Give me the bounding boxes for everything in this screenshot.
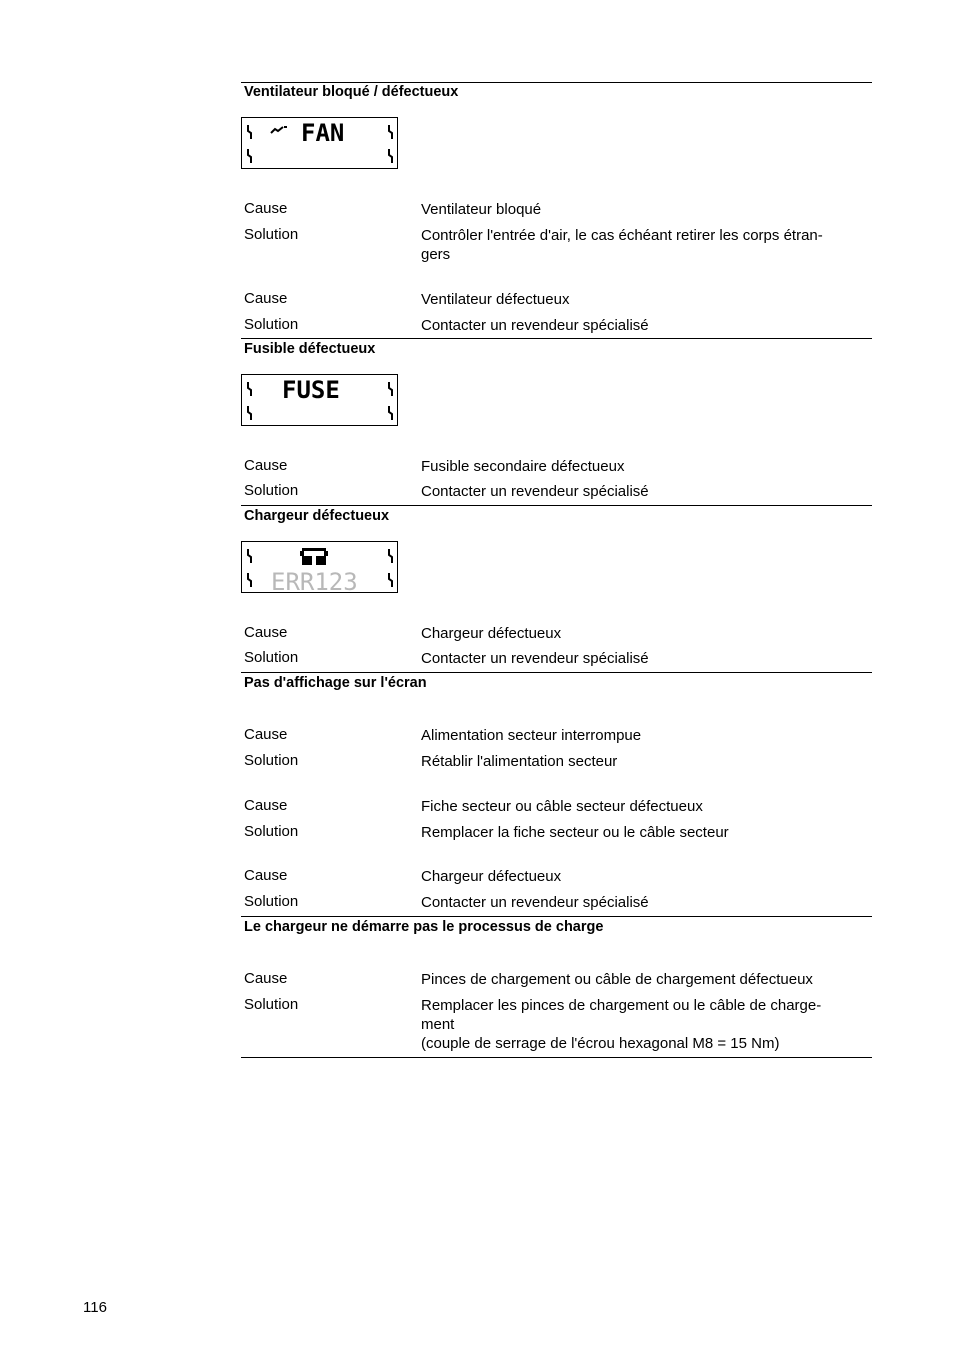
solution-value-continued: ment xyxy=(421,1016,455,1033)
lcd-text: FUSE xyxy=(282,376,340,404)
solution-label: Solution xyxy=(244,226,299,243)
solution-value-continued: gers xyxy=(421,246,451,263)
lcd-display-fan xyxy=(241,117,398,169)
section-title-fan: Ventilateur bloqué / défectueux xyxy=(244,84,459,100)
cause-label: Cause xyxy=(244,867,288,884)
cause-value: Ventilateur bloqué xyxy=(421,201,542,218)
section-title-charger: Chargeur défectueux xyxy=(244,508,390,524)
section-divider xyxy=(241,672,872,673)
solution-value-note: (couple de serrage de l'écrou hexagonal M8 = 15 Nm) xyxy=(421,1035,780,1052)
solution-value: Contacter un revendeur spécialisé xyxy=(421,894,649,911)
cause-value: Fiche secteur ou câble secteur défectueux xyxy=(421,798,703,815)
page-number: 116 xyxy=(83,1299,107,1316)
section-divider xyxy=(241,916,872,917)
lcd-display-fuse xyxy=(241,374,398,426)
lcd-text: FAN xyxy=(301,119,345,147)
cause-label: Cause xyxy=(244,290,288,307)
fan-spin-icon xyxy=(271,127,287,133)
solution-value: Remplacer les pinces de chargement ou le câble de charge- xyxy=(421,997,822,1014)
solution-value: Remplacer la fiche secteur ou le câble secteur xyxy=(421,824,729,841)
cause-value: Fusible secondaire défectueux xyxy=(421,458,625,475)
cause-value: Chargeur défectueux xyxy=(421,625,562,642)
solution-label: Solution xyxy=(244,823,299,840)
cause-label: Cause xyxy=(244,624,288,641)
section-divider xyxy=(241,1057,872,1058)
lcd-display-charger xyxy=(241,541,398,593)
section-title-no-display: Pas d'affichage sur l'écran xyxy=(244,675,427,691)
lcd-text: ERR123 xyxy=(271,568,358,594)
service-wrench-icon xyxy=(300,548,328,565)
section-divider xyxy=(241,505,872,506)
solution-value: Contacter un revendeur spécialisé xyxy=(421,483,649,500)
solution-value: Rétablir l'alimentation secteur xyxy=(421,753,618,770)
cause-value: Pinces de chargement ou câble de chargement défectueux xyxy=(421,971,813,988)
cause-value: Chargeur défectueux xyxy=(421,868,562,885)
solution-label: Solution xyxy=(244,752,299,769)
solution-value: Contrôler l'entrée d'air, le cas échéant retirer les corps étran- xyxy=(421,227,823,244)
cause-value: Alimentation secteur interrompue xyxy=(421,727,642,744)
cause-value: Ventilateur défectueux xyxy=(421,291,570,308)
section-title-no-start: Le chargeur ne démarre pas le processus de charge xyxy=(244,919,604,935)
solution-value: Contacter un revendeur spécialisé xyxy=(421,317,649,334)
section-divider xyxy=(241,338,872,339)
cause-label: Cause xyxy=(244,797,288,814)
cause-label: Cause xyxy=(244,726,288,743)
solution-label: Solution xyxy=(244,482,299,499)
section-title-fuse: Fusible défectueux xyxy=(244,341,376,357)
solution-label: Solution xyxy=(244,893,299,910)
cause-label: Cause xyxy=(244,457,288,474)
solution-value: Contacter un revendeur spécialisé xyxy=(421,650,649,667)
cause-label: Cause xyxy=(244,970,288,987)
solution-label: Solution xyxy=(244,316,299,333)
solution-label: Solution xyxy=(244,996,299,1013)
cause-label: Cause xyxy=(244,200,288,217)
section-divider xyxy=(241,82,872,83)
solution-label: Solution xyxy=(244,649,299,666)
